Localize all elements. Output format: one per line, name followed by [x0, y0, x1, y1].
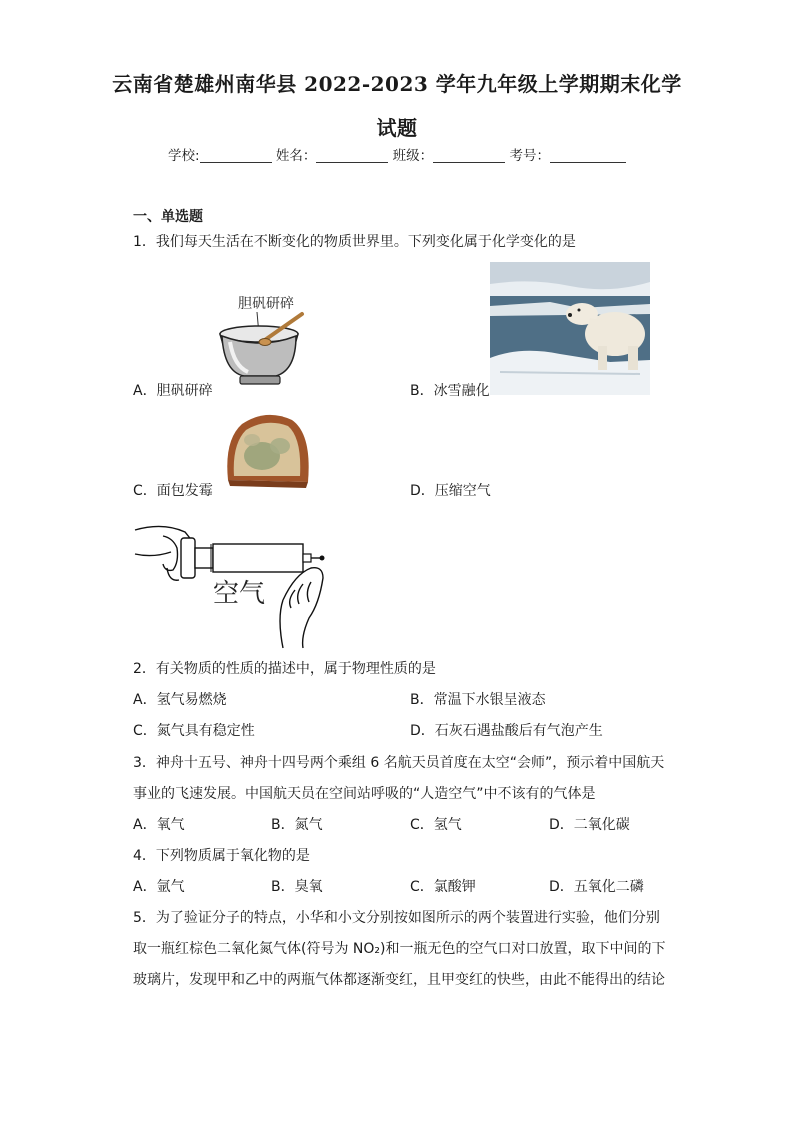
- student-info-row: [0, 144, 794, 164]
- moldy-bread-photo: [222, 410, 312, 492]
- question-3-stem-line-1: 3．神舟十五号、神舟十四号两个乘组 6 名航天员首度在太空“会师”，预示着中国航天: [133, 755, 665, 771]
- question-3-option-d[interactable]: D．二氧化碳: [549, 817, 630, 833]
- syringe-air-label: 空气: [213, 579, 266, 609]
- question-2-option-c[interactable]: C．氮气具有稳定性: [133, 723, 255, 739]
- class-label: 班级：: [392, 148, 434, 164]
- mortar-label: 胆矾研碎: [238, 296, 294, 312]
- class-blank[interactable]: [433, 148, 505, 163]
- question-4-option-c[interactable]: C．氯酸钾: [410, 879, 476, 895]
- question-2-option-d[interactable]: D．石灰石遇盐酸后有气泡产生: [410, 723, 603, 739]
- exam-title-line-1: 云南省楚雄州南华县 2022-2023 学年九年级上学期期末化学: [112, 72, 682, 96]
- question-3-option-c[interactable]: C．氢气: [410, 817, 462, 833]
- syringe-drawing: [133, 508, 333, 650]
- question-5-stem-line-2: [133, 939, 666, 959]
- question-2-stem: 2．有关物质的性质的描述中，属于物理性质的是: [133, 661, 436, 677]
- question-1-option-d[interactable]: D．压缩空气: [410, 483, 491, 499]
- question-4-option-a[interactable]: A．氩气: [133, 879, 185, 895]
- question-4-option-d[interactable]: D．五氧化二磷: [549, 879, 644, 895]
- school-label: 学校:: [168, 148, 200, 164]
- question-3-stem-line-2: 事业的飞速发展。中国航天员在空间站呼吸的“人造空气”中不该有的气体是: [133, 786, 596, 802]
- moldy-bread-image: [222, 410, 312, 492]
- polar-bear-photo: [490, 262, 650, 395]
- question-1-option-b[interactable]: B．冰雪融化: [410, 383, 490, 399]
- question-5-line-2-part-1: 取一瓶红棕色二氧化氮气体(符号为 NO: [133, 941, 375, 957]
- syringe-image: [133, 508, 333, 650]
- question-4-option-b[interactable]: B．臭氧: [271, 879, 323, 895]
- question-3-option-a[interactable]: A．氧气: [133, 817, 185, 833]
- question-3-option-b[interactable]: B．氮气: [271, 817, 323, 833]
- school-blank[interactable]: [200, 148, 272, 163]
- question-2-option-b[interactable]: B．常温下水银呈液态: [410, 692, 546, 708]
- question-5-line-2-part-2: )和一瓶无色的空气口对口放置，取下中间的下: [380, 941, 666, 957]
- question-2-option-a[interactable]: A．氢气易燃烧: [133, 692, 227, 708]
- number-label: 考号：: [509, 148, 550, 164]
- question-1-option-c[interactable]: C．面包发霉: [133, 483, 213, 499]
- question-1-option-a[interactable]: A．胆矾研碎: [133, 383, 213, 399]
- exam-title-line-2: 试题: [376, 116, 418, 140]
- question-5-stem-line-1: 5．为了验证分子的特点，小华和小文分别按如图所示的两个装置进行实验，他们分别: [133, 910, 660, 926]
- mortar-pestle-drawing: [210, 290, 310, 390]
- section-heading: 一、单选题: [133, 209, 203, 225]
- name-label: 姓名：: [275, 148, 317, 164]
- question-5-stem-line-3: 玻璃片，发现甲和乙中的两瓶气体都逐渐变红，且甲变红的快些，由此不能得出的结论: [133, 972, 665, 988]
- name-blank[interactable]: [316, 148, 388, 163]
- no2-subscript: ₂: [374, 941, 381, 957]
- question-1-stem: 1．我们每天生活在不断变化的物质世界里。下列变化属于化学变化的是: [133, 234, 576, 250]
- mortar-pestle-image: [210, 290, 310, 390]
- polar-bear-image: [490, 262, 650, 395]
- number-blank[interactable]: [550, 148, 626, 163]
- question-4-stem: 4．下列物质属于氧化物的是: [133, 848, 310, 864]
